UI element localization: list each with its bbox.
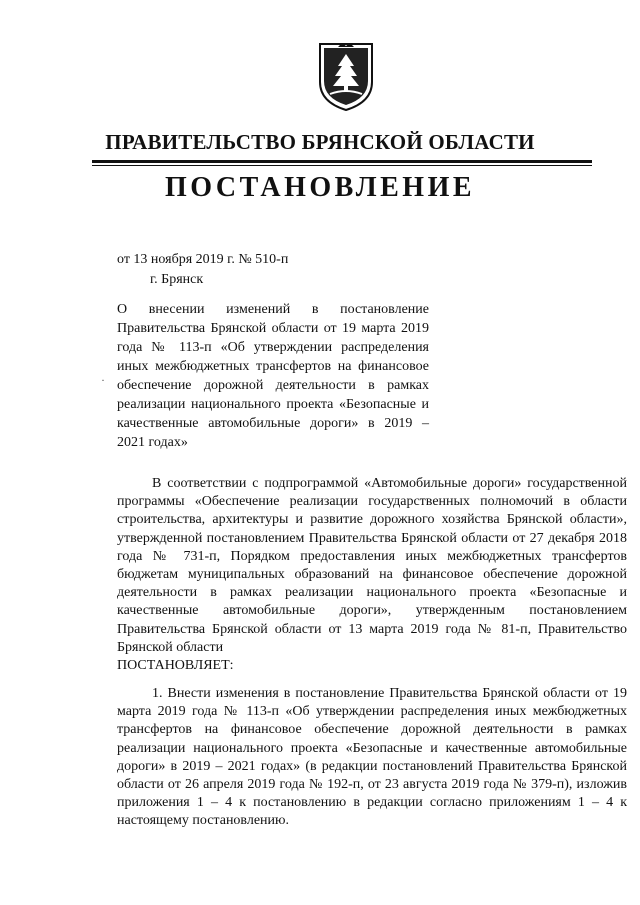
organization-name: ПРАВИТЕЛЬСТВО БРЯНСКОЙ ОБЛАСТИ [105, 130, 535, 154]
item-1-paragraph: 1. Внести изменения в постановление Правительства Брянской области от 19 марта 2019 года № 113-п «Об утверждении распределения иных межбюджетных трансфертов на финансовое обеспечение дорожной деятельности в рамках реализации национального проекта «Безопасные и качественные автомобильные дороги» в 2019 – 2021 годах» (в редакции постановлений Правительства Брянской области от 26 апреля 2019 года № 192-п, от 23 августа 2019 года № 379-п), изложив приложения 1 – 4 к постановлению в редакции согласно приложениям 1 – 4 к настоящему постановлению. [117, 686, 627, 829]
place-of-issue: г. Брянск [150, 272, 204, 287]
header-rule-thick [92, 160, 592, 163]
date-and-number: от 13 ноября 2019 г. № 510-п [117, 252, 289, 267]
coat-of-arms-icon [316, 40, 376, 112]
resolves-word: ПОСТАНОВЛЯЕТ: [117, 658, 234, 674]
header-rule-thin [92, 165, 592, 166]
document-title: О внесении изменений в постановление Правительства Брянской области от 19 марта 2019 года № 113-п «Об утверждении распределения иных межбюджетных трансфертов на финансовое обеспечение дорожной деятельности в рамках реализации национального проекта «Безопасные и качественные автомобильные дороги» в 2019 – 2021 годах» [117, 302, 429, 450]
scan-artifact: · [101, 373, 105, 387]
document-type: ПОСТАНОВЛЕНИЕ [164, 172, 476, 203]
preamble-block [117, 475, 627, 675]
preamble-paragraph: В соответствии с подпрограммой «Автомобильные дороги» государственной программы «Обеспечение реализации государственных полномочий в области строительства, архитектуры и развитие дорожного хозяйства Брянской области», утвержденной постановлением Правительства Брянской области от 27 декабря 2018 года № 731-п, Порядком предоставления иных межбюджетных трансфертов бюджетам муниципальных образований на финансовое обеспечение дорожной деятельности в рамках реализации национального проекта «Безопасные и качественные автомобильные дороги», утвержденным постановлением Правительства Брянской области от 13 марта 2019 года № 81-п, Правительство Брянской области [117, 476, 627, 655]
